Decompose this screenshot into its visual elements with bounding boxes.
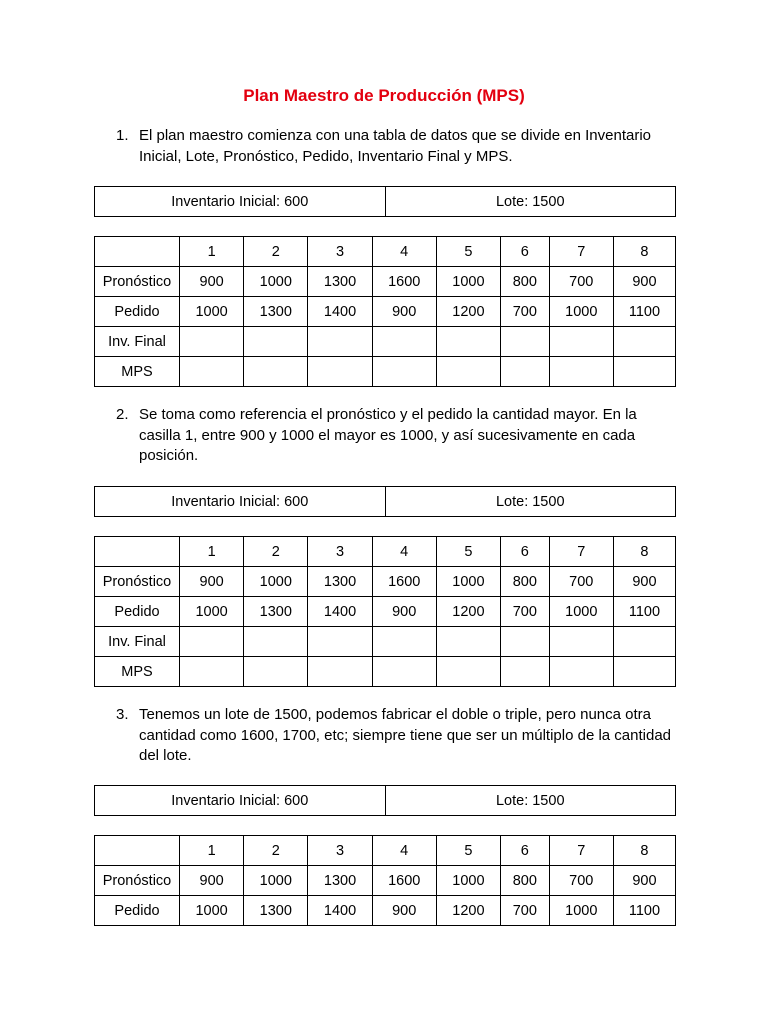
empty-cell [308,357,372,387]
lot-cell: Lote: 1500 [385,786,676,816]
empty-cell [501,327,550,357]
row-label: Pronóstico [95,267,180,297]
period-cell: 7 [549,836,613,866]
order-cell: 1300 [244,597,308,627]
header-table-3 [94,785,676,816]
empty-cell [549,357,613,387]
period-cell: 2 [244,836,308,866]
row-label: Pedido [95,597,180,627]
order-cell: 900 [372,896,436,926]
corner-cell [95,237,180,267]
order-cell: 1000 [180,896,244,926]
row-label: Pronóstico [95,567,180,597]
empty-cell [308,657,372,687]
empty-cell [549,657,613,687]
empty-cell [501,657,550,687]
header-table-2 [94,486,676,517]
lot-cell: Lote: 1500 [385,187,676,217]
empty-cell [244,327,308,357]
mps-table-1 [94,236,676,387]
forecast-cell: 700 [549,267,613,297]
order-cell: 1000 [549,297,613,327]
step-text: Se toma como referencia el pronóstico y el pedido la cantidad mayor. En la casilla 1, entre 900 y 1000 el mayor es 1000, y así sucesivamente en cada posición. [139,406,637,464]
forecast-row [95,267,676,297]
period-cell: 5 [436,537,500,567]
page-title: Plan Maestro de Producción (MPS) [243,86,525,105]
empty-cell [180,657,244,687]
empty-cell [180,327,244,357]
period-cell: 6 [501,836,550,866]
order-cell: 700 [501,597,550,627]
empty-cell [613,327,675,357]
forecast-cell: 700 [549,567,613,597]
order-cell: 1200 [436,297,500,327]
step-2 [116,405,676,467]
order-cell: 1100 [613,297,675,327]
mps-row [95,657,676,687]
order-row [95,896,676,926]
forecast-cell: 1600 [372,267,436,297]
step-3 [116,705,676,767]
order-cell: 1400 [308,297,372,327]
forecast-cell: 900 [180,267,244,297]
forecast-cell: 700 [549,866,613,896]
empty-cell [436,357,500,387]
period-cell: 3 [308,836,372,866]
period-row [95,237,676,267]
forecast-cell: 1000 [244,567,308,597]
forecast-cell: 900 [613,866,675,896]
empty-cell [180,627,244,657]
empty-cell [613,357,675,387]
empty-cell [549,627,613,657]
forecast-cell: 1000 [436,267,500,297]
empty-cell [180,357,244,387]
order-cell: 1100 [613,896,675,926]
period-cell: 2 [244,237,308,267]
period-cell: 5 [436,237,500,267]
order-cell: 900 [372,597,436,627]
forecast-cell: 1300 [308,866,372,896]
forecast-cell: 1000 [244,267,308,297]
empty-cell [549,327,613,357]
forecast-cell: 800 [501,567,550,597]
step-number: 2. [116,406,129,423]
order-cell: 1000 [180,297,244,327]
period-cell: 3 [308,537,372,567]
empty-cell [436,627,500,657]
empty-cell [372,657,436,687]
forecast-row [95,567,676,597]
step-1 [116,126,676,167]
forecast-cell: 1600 [372,866,436,896]
period-cell: 1 [180,836,244,866]
empty-cell [501,357,550,387]
final-inventory-row [95,627,676,657]
period-cell: 8 [613,836,675,866]
forecast-cell: 1000 [436,866,500,896]
forecast-cell: 800 [501,866,550,896]
corner-cell [95,537,180,567]
empty-cell [501,627,550,657]
step-text: El plan maestro comienza con una tabla de datos que se divide en Inventario Inicial, Lote, Pronóstico, Pedido, Inventario Final y MPS. [139,127,651,165]
forecast-cell: 900 [613,567,675,597]
step-number: 3. [116,706,129,723]
order-row [95,597,676,627]
forecast-cell: 900 [180,567,244,597]
period-cell: 6 [501,537,550,567]
order-cell: 1000 [549,896,613,926]
final-inventory-row [95,327,676,357]
lot-cell: Lote: 1500 [385,487,676,517]
row-label: Pedido [95,896,180,926]
order-row [95,297,676,327]
empty-cell [613,657,675,687]
forecast-row [95,866,676,896]
empty-cell [244,627,308,657]
period-row [95,537,676,567]
forecast-cell: 1300 [308,267,372,297]
order-cell: 1300 [244,297,308,327]
initial-inventory-cell: Inventario Inicial: 600 [95,187,386,217]
forecast-cell: 1300 [308,567,372,597]
order-cell: 1400 [308,896,372,926]
mps-table-3 [94,835,676,926]
period-cell: 3 [308,237,372,267]
order-cell: 1100 [613,597,675,627]
empty-cell [436,327,500,357]
forecast-cell: 900 [613,267,675,297]
row-label: Pronóstico [95,866,180,896]
row-label: Inv. Final [95,627,180,657]
empty-cell [244,357,308,387]
forecast-cell: 800 [501,267,550,297]
row-label: MPS [95,657,180,687]
header-table-1 [94,186,676,217]
order-cell: 1000 [180,597,244,627]
mps-table-2 [94,536,676,687]
period-cell: 4 [372,537,436,567]
row-label: MPS [95,357,180,387]
empty-cell [308,627,372,657]
period-cell: 4 [372,237,436,267]
empty-cell [372,327,436,357]
order-cell: 700 [501,297,550,327]
mps-row [95,357,676,387]
empty-cell [308,327,372,357]
corner-cell [95,836,180,866]
period-cell: 1 [180,537,244,567]
period-cell: 2 [244,537,308,567]
order-cell: 700 [501,896,550,926]
initial-inventory-cell: Inventario Inicial: 600 [95,487,386,517]
order-cell: 1200 [436,597,500,627]
empty-cell [372,357,436,387]
period-row [95,836,676,866]
order-cell: 1000 [549,597,613,627]
row-label: Pedido [95,297,180,327]
order-cell: 1400 [308,597,372,627]
period-cell: 7 [549,237,613,267]
row-label: Inv. Final [95,327,180,357]
period-cell: 7 [549,537,613,567]
order-cell: 900 [372,297,436,327]
initial-inventory-cell: Inventario Inicial: 600 [95,786,386,816]
forecast-cell: 900 [180,866,244,896]
empty-cell [436,657,500,687]
period-cell: 8 [613,537,675,567]
period-cell: 6 [501,237,550,267]
empty-cell [613,627,675,657]
forecast-cell: 1000 [244,866,308,896]
period-cell: 5 [436,836,500,866]
order-cell: 1200 [436,896,500,926]
step-text: Tenemos un lote de 1500, podemos fabricar el doble o triple, pero nunca otra cantidad como 1600, 1700, etc; siempre tiene que ser un múltiplo de la cantidad del lote. [139,706,672,764]
step-number: 1. [116,127,129,144]
period-cell: 4 [372,836,436,866]
forecast-cell: 1600 [372,567,436,597]
empty-cell [244,657,308,687]
period-cell: 8 [613,237,675,267]
order-cell: 1300 [244,896,308,926]
period-cell: 1 [180,237,244,267]
forecast-cell: 1000 [436,567,500,597]
empty-cell [372,627,436,657]
